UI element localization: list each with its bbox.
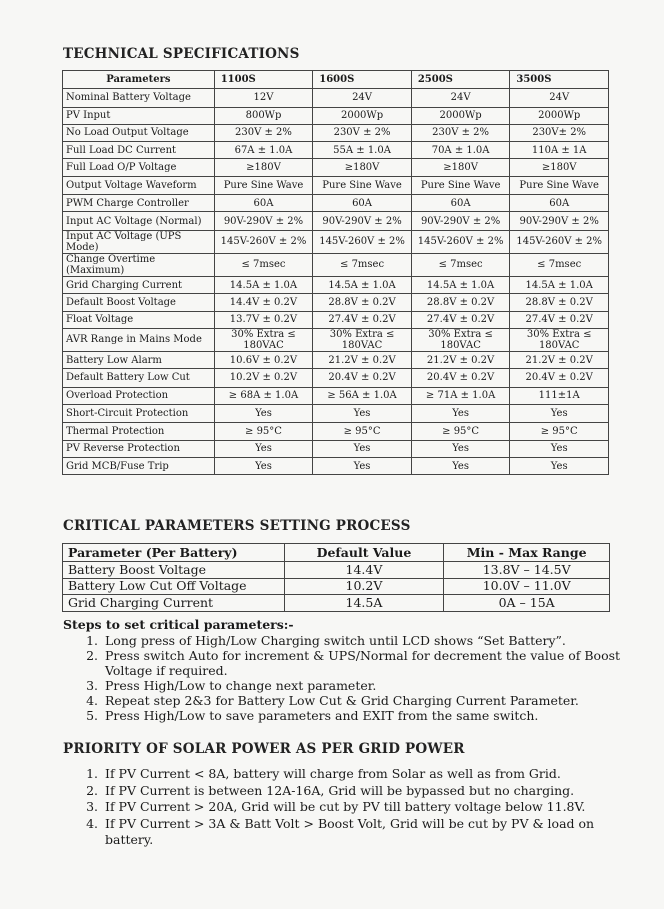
value-cell: 90V-290V ± 2%: [214, 212, 313, 231]
list-item: 1. If PV Current < 8A, battery will charge from Solar as well as from Grid.: [102, 766, 642, 783]
value-cell: 30% Extra ≤ 180VAC: [510, 328, 609, 351]
value-cell: 20.4V ± 0.2V: [313, 369, 412, 388]
table-row: [63, 387, 609, 404]
parameter-cell: Battery Low Cut Off Voltage: [63, 578, 285, 595]
value-cell: 60A: [510, 195, 609, 212]
critical-parameters-table: [62, 543, 610, 612]
value-cell: Yes: [313, 404, 412, 423]
value-cell: 20.4V ± 0.2V: [411, 369, 510, 388]
parameter-cell: PWM Charge Controller: [63, 195, 215, 212]
value-cell: ≥ 68A ± 1.0A: [214, 387, 313, 404]
value-cell: 2000Wp: [313, 107, 412, 124]
value-cell: 14.4V: [284, 562, 444, 579]
value-cell: 145V-260V ± 2%: [313, 230, 412, 253]
parameter-cell: Change Overtime (Maximum): [63, 253, 215, 276]
table-row: [63, 595, 610, 612]
parameter-cell: Default Battery Low Cut: [63, 369, 215, 388]
value-cell: Yes: [411, 440, 510, 457]
solar-priority-heading: PRIORITY OF SOLAR POWER AS PER GRID POWER: [63, 741, 465, 757]
value-cell: 14.5A ± 1.0A: [510, 276, 609, 293]
value-cell: 30% Extra ≤ 180VAC: [411, 328, 510, 351]
value-cell: ≤ 7msec: [411, 253, 510, 276]
column-header: Parameter (Per Battery): [63, 544, 285, 562]
value-cell: 24V: [313, 89, 412, 108]
value-cell: 28.8V ± 0.2V: [313, 294, 412, 311]
value-cell: 90V-290V ± 2%: [510, 212, 609, 231]
value-cell: 14.5A ± 1.0A: [214, 276, 313, 293]
table-row: [63, 423, 609, 440]
table-header-row: [63, 544, 610, 562]
list-item: 5. Press High/Low to save parameters and EXIT from the same switch.: [102, 708, 642, 723]
table-row: [63, 142, 609, 159]
table-row: [63, 351, 609, 368]
value-cell: ≤ 7msec: [510, 253, 609, 276]
parameter-cell: Battery Boost Voltage: [63, 562, 285, 579]
list-item: 4. If PV Current > 3A & Batt Volt > Boost Volt, Grid will be cut by PV & load on battery.: [102, 816, 642, 849]
parameter-cell: Grid Charging Current: [63, 276, 215, 293]
value-cell: 27.4V ± 0.2V: [510, 311, 609, 328]
value-cell: Pure Sine Wave: [411, 176, 510, 195]
steps-title: Steps to set critical parameters:-: [63, 617, 294, 632]
value-cell: 145V-260V ± 2%: [411, 230, 510, 253]
parameter-cell: Grid Charging Current: [63, 595, 285, 612]
table-row: [63, 328, 609, 351]
parameter-cell: Short-Circuit Protection: [63, 404, 215, 423]
value-cell: 230V ± 2%: [411, 124, 510, 141]
table-row: [63, 89, 609, 108]
list-item: 3. If PV Current > 20A, Grid will be cut by PV till battery voltage below 11.8V.: [102, 799, 642, 816]
value-cell: 110A ± 1A: [510, 142, 609, 159]
value-cell: 90V-290V ± 2%: [411, 212, 510, 231]
value-cell: 10.6V ± 0.2V: [214, 351, 313, 368]
value-cell: ≥ 56A ± 1.0A: [313, 387, 412, 404]
table-row: [63, 212, 609, 231]
value-cell: ≥ 71A ± 1.0A: [411, 387, 510, 404]
table-row: [63, 276, 609, 293]
column-header: 2500S: [411, 71, 510, 89]
table-row: [63, 578, 610, 595]
list-item: 1. Long press of High/Low Charging switch until LCD shows “Set Battery”.: [102, 633, 642, 648]
parameter-cell: Thermal Protection: [63, 423, 215, 440]
value-cell: 60A: [411, 195, 510, 212]
technical-specifications-table: [62, 70, 609, 475]
table-header-row: [63, 71, 609, 89]
value-cell: Yes: [313, 458, 412, 475]
parameter-cell: Default Boost Voltage: [63, 294, 215, 311]
value-cell: 111±1A: [510, 387, 609, 404]
parameter-cell: PV Reverse Protection: [63, 440, 215, 457]
table-row: [63, 404, 609, 423]
value-cell: 21.2V ± 0.2V: [510, 351, 609, 368]
table-row: [63, 369, 609, 388]
column-header: Default Value: [284, 544, 444, 562]
technical-specifications-body: [63, 89, 609, 475]
list-item: 2. If PV Current is between 12A-16A, Grid will be bypassed but no charging.: [102, 783, 642, 800]
value-cell: Pure Sine Wave: [510, 176, 609, 195]
value-cell: 145V-260V ± 2%: [214, 230, 313, 253]
value-cell: Yes: [510, 404, 609, 423]
parameter-cell: AVR Range in Mains Mode: [63, 328, 215, 351]
value-cell: 55A ± 1.0A: [313, 142, 412, 159]
value-cell: Yes: [510, 440, 609, 457]
value-cell: 30% Extra ≤ 180VAC: [214, 328, 313, 351]
parameter-cell: Input AC Voltage (UPS Mode): [63, 230, 215, 253]
value-cell: 90V-290V ± 2%: [313, 212, 412, 231]
value-cell: 13.7V ± 0.2V: [214, 311, 313, 328]
value-cell: 10.0V – 11.0V: [444, 578, 610, 595]
parameter-cell: Grid MCB/Fuse Trip: [63, 458, 215, 475]
value-cell: ≥180V: [214, 159, 313, 176]
value-cell: 60A: [214, 195, 313, 212]
value-cell: Pure Sine Wave: [313, 176, 412, 195]
parameter-cell: PV Input: [63, 107, 215, 124]
value-cell: 70A ± 1.0A: [411, 142, 510, 159]
value-cell: 27.4V ± 0.2V: [313, 311, 412, 328]
value-cell: 28.8V ± 0.2V: [411, 294, 510, 311]
table-row: [63, 458, 609, 475]
table-row: [63, 159, 609, 176]
value-cell: 2000Wp: [411, 107, 510, 124]
value-cell: Yes: [411, 404, 510, 423]
table-row: [63, 107, 609, 124]
value-cell: ≤ 7msec: [313, 253, 412, 276]
value-cell: ≥ 95°C: [411, 423, 510, 440]
column-header: 1600S: [313, 71, 412, 89]
value-cell: 230V± 2%: [510, 124, 609, 141]
table-row: [63, 311, 609, 328]
value-cell: Yes: [510, 458, 609, 475]
value-cell: 27.4V ± 0.2V: [411, 311, 510, 328]
value-cell: 145V-260V ± 2%: [510, 230, 609, 253]
value-cell: 21.2V ± 0.2V: [313, 351, 412, 368]
technical-specifications-heading: TECHNICAL SPECIFICATIONS: [63, 46, 300, 62]
value-cell: ≤ 7msec: [214, 253, 313, 276]
value-cell: Yes: [214, 440, 313, 457]
table-row: [63, 562, 610, 579]
value-cell: 10.2V: [284, 578, 444, 595]
steps-list: [83, 633, 642, 723]
table-row: [63, 230, 609, 253]
table-row: [63, 294, 609, 311]
value-cell: 24V: [411, 89, 510, 108]
critical-parameters-heading: CRITICAL PARAMETERS SETTING PROCESS: [63, 518, 411, 534]
critical-parameters-body: [63, 562, 610, 612]
value-cell: ≥ 95°C: [510, 423, 609, 440]
table-row: [63, 440, 609, 457]
value-cell: ≥180V: [313, 159, 412, 176]
value-cell: 0A – 15A: [444, 595, 610, 612]
value-cell: Yes: [411, 458, 510, 475]
list-item: 4. Repeat step 2&3 for Battery Low Cut & Grid Charging Current Parameter.: [102, 693, 642, 708]
value-cell: 60A: [313, 195, 412, 212]
column-header: 1100S: [214, 71, 313, 89]
value-cell: 2000Wp: [510, 107, 609, 124]
value-cell: Yes: [214, 458, 313, 475]
parameter-cell: No Load Output Voltage: [63, 124, 215, 141]
value-cell: 20.4V ± 0.2V: [510, 369, 609, 388]
value-cell: 14.4V ± 0.2V: [214, 294, 313, 311]
value-cell: Yes: [214, 404, 313, 423]
value-cell: 13.8V – 14.5V: [444, 562, 610, 579]
parameter-cell: Full Load DC Current: [63, 142, 215, 159]
parameter-cell: Nominal Battery Voltage: [63, 89, 215, 108]
table-row: [63, 253, 609, 276]
value-cell: 12V: [214, 89, 313, 108]
value-cell: ≥ 95°C: [214, 423, 313, 440]
value-cell: ≥180V: [510, 159, 609, 176]
value-cell: 67A ± 1.0A: [214, 142, 313, 159]
parameter-cell: Input AC Voltage (Normal): [63, 212, 215, 231]
list-item: 2. Press switch Auto for increment & UPS/Normal for decrement the value of Boost Voltage if required.: [102, 648, 642, 678]
value-cell: 21.2V ± 0.2V: [411, 351, 510, 368]
column-header: Min - Max Range: [444, 544, 610, 562]
value-cell: 14.5A ± 1.0A: [313, 276, 412, 293]
value-cell: 30% Extra ≤ 180VAC: [313, 328, 412, 351]
parameter-cell: Float Voltage: [63, 311, 215, 328]
value-cell: ≥180V: [411, 159, 510, 176]
value-cell: Pure Sine Wave: [214, 176, 313, 195]
table-row: [63, 195, 609, 212]
column-header: Parameters: [63, 71, 215, 89]
table-row: [63, 124, 609, 141]
value-cell: 10.2V ± 0.2V: [214, 369, 313, 388]
value-cell: 28.8V ± 0.2V: [510, 294, 609, 311]
parameter-cell: Output Voltage Waveform: [63, 176, 215, 195]
parameter-cell: Full Load O/P Voltage: [63, 159, 215, 176]
list-item: 3. Press High/Low to change next parameter.: [102, 678, 642, 693]
value-cell: 800Wp: [214, 107, 313, 124]
column-header: 3500S: [510, 71, 609, 89]
value-cell: ≥ 95°C: [313, 423, 412, 440]
parameter-cell: Overload Protection: [63, 387, 215, 404]
value-cell: 230V ± 2%: [214, 124, 313, 141]
solar-priority-list: [83, 766, 642, 849]
value-cell: 230V ± 2%: [313, 124, 412, 141]
value-cell: 24V: [510, 89, 609, 108]
value-cell: Yes: [313, 440, 412, 457]
value-cell: 14.5A: [284, 595, 444, 612]
value-cell: 14.5A ± 1.0A: [411, 276, 510, 293]
table-row: [63, 176, 609, 195]
parameter-cell: Battery Low Alarm: [63, 351, 215, 368]
